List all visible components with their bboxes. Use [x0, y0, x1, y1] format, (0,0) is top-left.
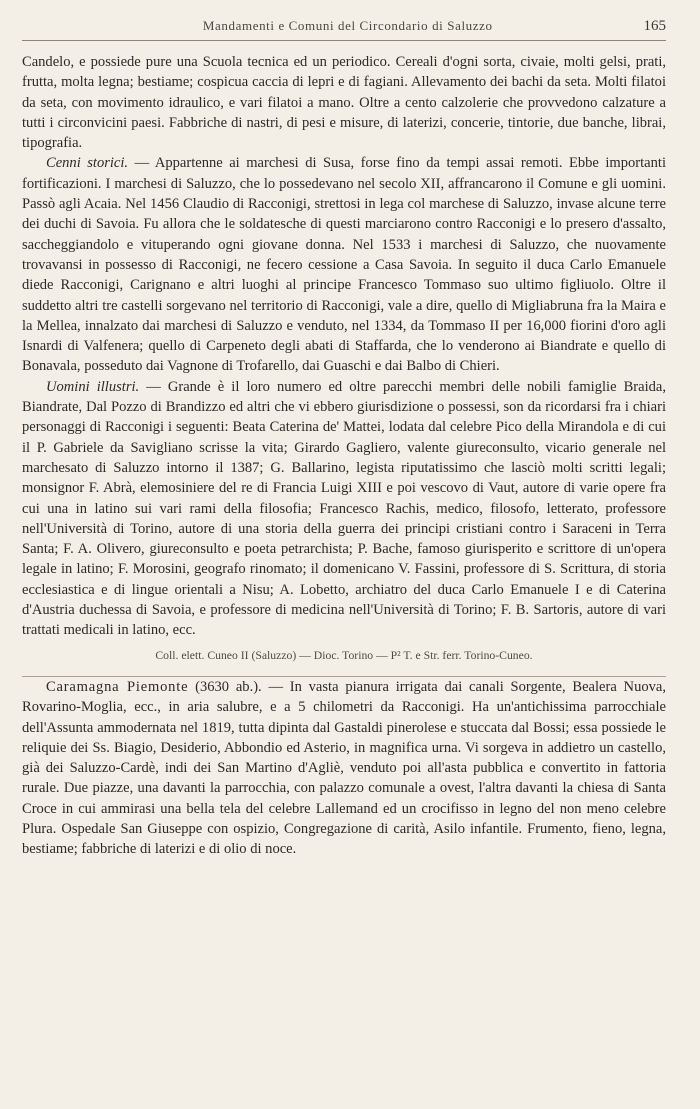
running-header: [22, 18, 666, 41]
uomini-illustri-paragraph: [22, 377, 666, 641]
body-text: [22, 52, 666, 860]
uomini-illustri-label: Uomini illustri.: [46, 378, 140, 395]
uomini-illustri-text: — Grande è il loro numero ed oltre parecchi membri delle nobili famiglie Braida, Biandrate, Dal Pozzo di Brandizzo ed altri che vi ebbero giurisdizione o possessi, son da ricordarsi fra i chiari personaggi di Racconigi i seguenti: Beata Caterina de' Mattei, lodata dal celebre Pico della Mirandola e di cui il P. Gabriele da Savigliano scrisse la vita; Girardo Gagliero, valente giureconsulto, vicario generale nel marchesato di Saluzzo intorno il 1387; G. Ballarino, legista riputatissimo che lasciò molti scritti legali; monsignor F. Abrà, elemosiniere del re di Francia Luigi XIII e poi vescovo di Vaut, autore di varie opere fra cui una in latino sui vari rami della filosofia; Francesco Rachis, medico, filosofo, letterato, professore nell'Università di Torino, autore di una storia della guerra dei principi cristiani contro i Saraceni in Terra Santa; F. A. Olivero, giureconsulto e poeta petrarchista; P. Bache, famoso giurisperito e scrittore di un'opera legale in latino; F. Morosini, geografo rinomato; il domenicano V. Fassini, professore di S. Scrittura, di storia ecclesiastica e di lingue orientali a Nisu; A. Lobetto, archiatro del duca Carlo Emanuele I e di Caterina d'Austria duchessa di Savoia, e professore di medicina nell'Università di Torino; F. B. Sartoris, autore di vari trattati medicali in latino, ecc.: [22, 378, 667, 639]
caramagna-entry: [22, 677, 666, 860]
cenni-storici-text: — Appartenne ai marchesi di Susa, forse fino da tempi assai remoti. Ebbe importanti fortificazioni. I marchesi di Saluzzo, che lo possedevano nel secolo XII, affrancarono il Comune e gli uomini. Passò agli Acaia. Nel 1456 Claudio di Racconigi, strettosi in lega col marchese di Saluzzo, invase alcune terre dei duchi di Savoia. Fu allora che le soldatesche di questi marciarono contro Racconigi e lo presero d'assalto, saccheggiandolo e vituperando ogni giovane donna. Nel 1533 i marchesi di Saluzzo, che nuovamente trovavansi in possesso di Racconigi, ne fecero cessione a Casa Savoia. In seguito il duca Carlo Emanuele diede Racconigi, Carignano e altri luoghi al principe Francesco Tommaso suo ultimo figliuolo. Oltre il suddetto altri tre castelli sorgevano nel territorio di Racconigi, vale a dire, quello di Migliabruna fra la Maira e la Mellea, innalzato dai marchesi di Saluzzo e venduto, nel 1334, da Tommaso II per 16,000 fiorini d'oro agli Isnardi di Valfenera; quello di Carpeneto degli abati di Staffarda, che lo venderono ai Biandrate e quello di Bonavala, posseduto dai Vagnone di Trofarello, dai Guaschi e dai Balbo di Chieri.: [22, 155, 666, 375]
cenni-storici-paragraph: [22, 153, 666, 376]
electoral-caption: Coll. elett. Cuneo II (Saluzzo) — Dioc. Torino — P² T. e Str. ferr. Torino-Cuneo.: [22, 646, 666, 677]
page-number: 165: [643, 18, 666, 34]
intro-paragraph: Candelo, e possiede pure una Scuola tecnica ed un periodico. Cereali d'ogni sorta, civaie, molti gelsi, prati, frutta, molta legna; bestiame; cospicua caccia di lepri e di fagiani. Allevamento dei bachi da seta. Molti filatoi da seta, con movimento idraulico, e vari filatoi a mano. Oltre a cento calzolerie che provvedono calzature a tutti i circonvicini paesi. Fabbriche di nastri, di pesi e misure, di laterizi, concerie, tintorie, due banche, librai, tipografia.: [22, 54, 666, 152]
cenni-storici-label: Cenni storici.: [46, 155, 129, 172]
place-name: Caramagna Piemonte: [46, 678, 189, 695]
caramagna-text: — In vasta pianura irrigata dai canali Sorgente, Bealera Nuova, Rovarino-Moglia, ecc., in aria salubre, e a 5 chilometri da Racconigi. Ha un'antichissima parrocchiale dell'Assunta ammodernata nel 1819, tutta dipinta dal Gastaldi pinerolese e stuccata dal Bossi; essa possiede le reliquie dei Ss. Biagio, Desiderio, Abbondio ed Asterio, in magnifica urna. Vi sorgeva in addietro un castello, già dei Saluzzo-Cardè, indi dei San Martino d'Agliè, venduto poi all'asta pubblica e convertito in fattoria rurale. Due piazze, una davanti la parrocchia, con palazzo comunale a ovest, l'altra davanti la chiesa di Santa Croce in cui ammirasi una bella tela del celebre Lallemand ed un crocifisso in legno del non meno celebre Plura. Ospedale San Giuseppe con ospizio, Congregazione di carità, Asilo infantile. Frumento, fieno, legna, bestiame; fabbriche di laterizi e di olio di noce.: [22, 678, 666, 858]
population: (3630 ab.).: [188, 678, 262, 695]
running-title: Mandamenti e Comuni del Circondario di Saluzzo: [202, 18, 493, 33]
